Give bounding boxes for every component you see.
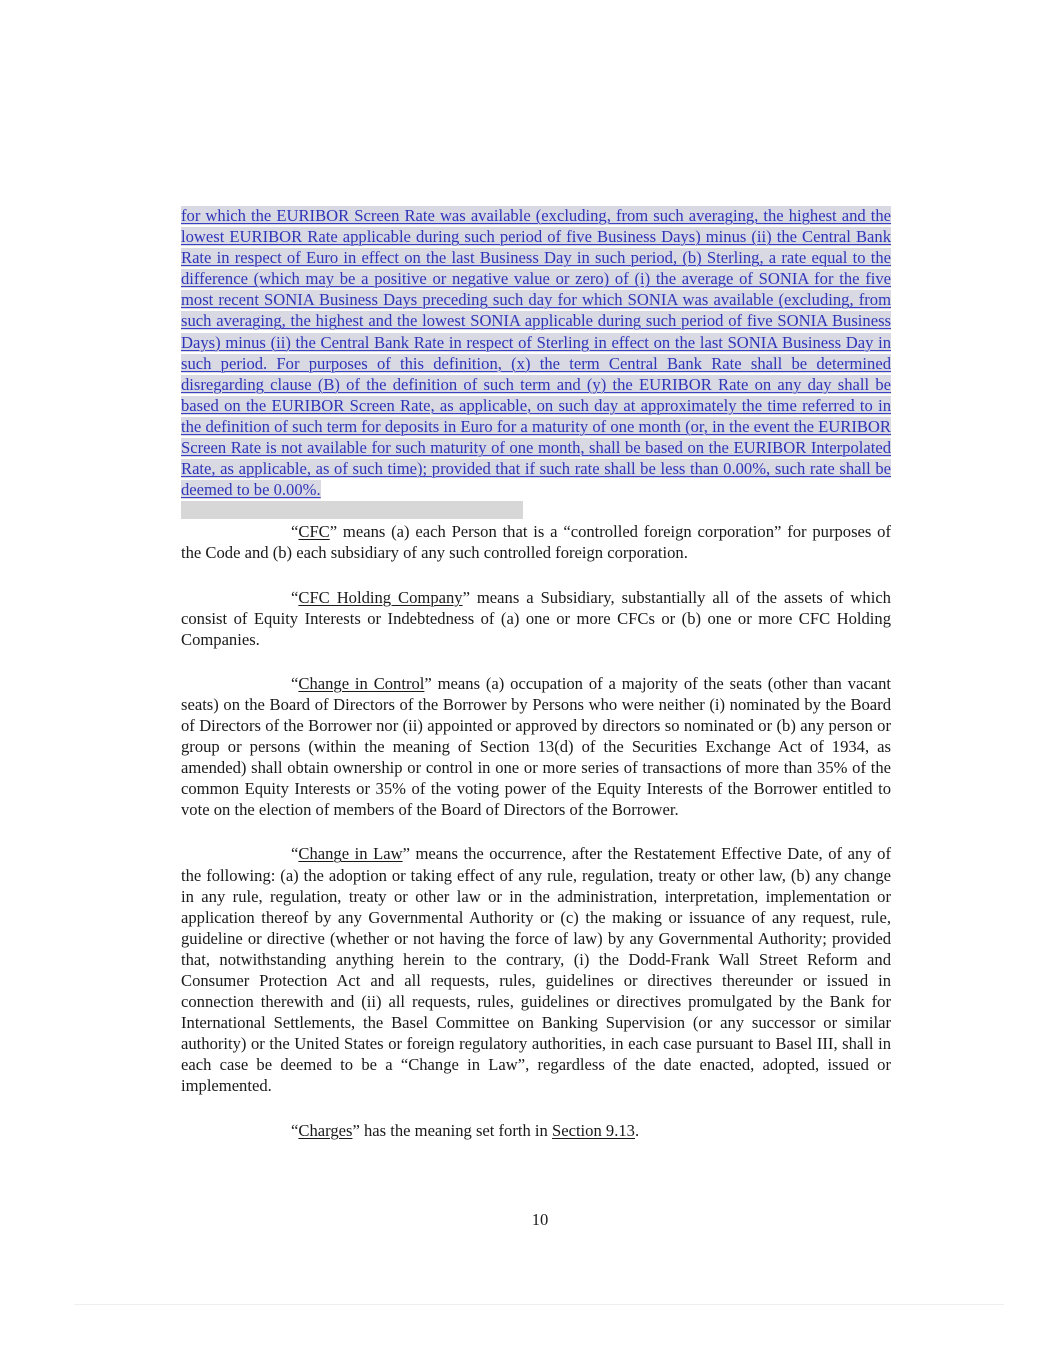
definition-cfc: [181, 521, 891, 563]
highlighted-continuation-paragraph[interactable]: [181, 205, 891, 500]
defined-term-change-in-control: Change in Control: [298, 673, 425, 693]
highlight-tail-bar: [181, 501, 523, 519]
highlighted-text: for which the EURIBOR Screen Rate was available (excluding, from such averaging, the highest and the lowest EURIBOR Rate applicable during such period of five Business Days) minus (ii) the Central Bank Rate in respect of Euro in effect on the last Business Day in such period, (b) Sterling, a rate equal to the difference (which may be a positive or negative value or zero) of (i) the average of SONIA for the five most recent SONIA Business Days preceding such day for which SONIA was available (excluding, from such averaging, the highest and the lowest SONIA applicable during such period of five SONIA Business Days) minus (ii) the Central Bank Rate in respect of Sterling in effect on the last SONIA Business Day in such period. For purposes of this definition, (x) the term Central Bank Rate shall be determined disregarding clause (B) of the definition of such term and (y) the EURIBOR Rate on any day shall be based on the EURIBOR Screen Rate, as applicable, on such day at approximately the time referred to in the definition of such term for deposits in Euro for a maturity of one month (or, in the event the EURIBOR Screen Rate is not available for such maturity of one month, shall be based on the EURIBOR Interpolated Rate, as applicable, as of such time); provided that if such rate shall be less than 0.00%, such rate shall be deemed to be 0.00%.: [181, 206, 891, 500]
definition-text: ” means the occurrence, after the Restatement Effective Date, of any of the following: (a) the adoption or taking effect of any rule, regulation, treaty or other law, (b) any change in any rule, regulation, treaty or other law or in the administration, interpretation, implementation or application thereof by any Governmental Authority or (c) the making or issuance of any request, rule, guideline or directive (whether or not having the force of law) by any Governmental Authority; provided that, notwithstanding anything herein to the contrary, (i) the Dodd-Frank Wall Street Reform and Consumer Protection Act and all requests, rules, guidelines or directives thereunder or issued in connection therewith and (ii) all requests, rules, guidelines or directives promulgated by the Bank for International Settlements, the Basel Committee on Banking Supervision (or any successor or similar authority) or the United States or foreign regulatory authorities, in each case pursuant to Basel III, shall in each case be deemed to be a “Change in Law”, regardless of the date enacted, adopted, issued or implemented.: [181, 844, 891, 1096]
definition-text: ” means (a) occupation of a majority of the seats (other than vacant seats) on the Board of Directors of the Borrower by Persons who were neither (i) nominated by the Board of Directors of the Borrower nor (ii) appointed or approved by directors so nominated or (b) any person or group or persons (within the meaning of Section 13(d) of the Securities Exchange Act of 1934, as amended) shall obtain ownership or control in one or more series of transactions of more than 35% of the common Equity Interests or 35% of the voting power of the Equity Interests of the Borrower entitled to vote on the election of members of the Board of Directors of the Borrower.: [181, 673, 891, 820]
page-number: 10: [531, 1210, 549, 1229]
open-quote: “: [291, 844, 299, 864]
defined-term-change-in-law: Change in Law: [298, 844, 403, 864]
definition-text: ” means a Subsidiary, substantially all of the assets of which consist of Equity Interests or Indebtedness of (a) one or more CFCs or (b) one or more CFC Holding Companies.: [181, 587, 891, 649]
open-quote: “: [291, 587, 299, 607]
definition-charges: [181, 1120, 891, 1141]
definition-cfc-holding-company: [181, 587, 891, 650]
definition-text: ” means (a) each Person that is a “controlled foreign corporation” for purposes of the Code and (b) each subsidiary of any such controlled foreign corporation.: [181, 522, 891, 563]
definition-text: ” has the meaning set forth in: [352, 1120, 552, 1140]
defined-term-cfc-holding-company: CFC Holding Company: [298, 587, 463, 607]
definition-change-in-law: [181, 843, 891, 1096]
page-bottom-divider: [74, 1304, 1004, 1305]
open-quote: “: [291, 1120, 299, 1140]
definition-text-end: .: [634, 1120, 640, 1140]
defined-term-cfc: CFC: [298, 522, 330, 542]
open-quote: “: [291, 673, 299, 693]
section-reference-link[interactable]: Section 9.13: [551, 1120, 635, 1140]
defined-term-charges: Charges: [298, 1120, 353, 1140]
open-quote: “: [291, 522, 299, 542]
document-page: [181, 205, 891, 1141]
definition-change-in-control: [181, 673, 891, 821]
